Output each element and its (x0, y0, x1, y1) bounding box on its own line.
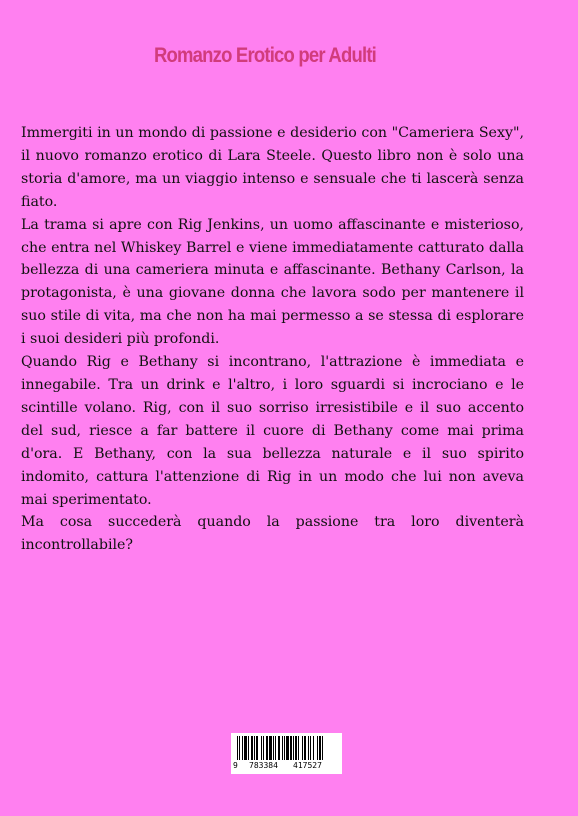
barcode-bar (293, 736, 294, 760)
barcode-bar (284, 736, 285, 760)
barcode-bar (248, 736, 249, 760)
barcode-bar (302, 736, 303, 760)
barcode-bar (244, 736, 247, 760)
barcode-bar (322, 736, 323, 760)
blurb-paragraph: Ma cosa succederà quando la passione tra loro diventerà incontrollabile? (21, 514, 524, 554)
barcode-bar (251, 736, 253, 760)
barcode-bar (263, 736, 264, 760)
barcode-bar (269, 736, 272, 760)
barcode-bar (290, 736, 292, 760)
barcode-bar (308, 736, 309, 760)
barcode-bar (273, 736, 274, 760)
barcode-bar (286, 736, 289, 760)
barcode-digit-group-1: 783384 (249, 761, 278, 770)
barcode-bar (304, 736, 306, 760)
page-title: Romanzo Erotico per Adulti (153, 44, 377, 67)
barcode-bar (278, 736, 280, 760)
barcode-bar (295, 736, 297, 760)
barcode-bar (261, 736, 262, 760)
blurb-paragraph: La trama si apre con Rig Jenkins, un uomo affascinante e misterioso, che entra nel Whiskey Barrel e viene immediatamente catturato dalla bellezza di una cameriera minuta e affascinante. Bethany Carlson, la protagonista, è una giovane donna che lavora sodo per mantenere il suo stile di vita, ma che non ha mai permesso a se stessa di esplorare i suoi desideri più profondi. (21, 216, 524, 348)
barcode-bar (242, 736, 243, 760)
barcode-bar (310, 736, 311, 760)
barcode-bar (256, 736, 258, 760)
barcode-digit-prefix: 9 (233, 761, 238, 770)
barcode-digit-group-2: 417527 (293, 761, 322, 770)
blurb-paragraph: Immergiti in un mondo di passione e desiderio con "Cameriera Sexy", il nuovo romanzo erotico di Lara Steele. Questo libro non è solo una storia d'amore, ma un viaggio intenso e sensuale che ti lascerà senza fiato. (21, 125, 524, 210)
barcode-bar (313, 736, 314, 760)
barcode-bar (275, 736, 276, 760)
barcode-bar (317, 736, 318, 760)
barcode-bar (319, 736, 321, 760)
barcode-bar (282, 736, 283, 760)
barcode-bar (298, 736, 299, 760)
barcode-bar (237, 736, 238, 760)
barcode-bar (239, 736, 240, 760)
barcode-bar (254, 736, 255, 760)
isbn-barcode (231, 733, 342, 774)
barcode-bars (237, 736, 336, 763)
barcode-bar (266, 736, 268, 760)
blurb-text (21, 122, 524, 557)
blurb-paragraph: Quando Rig e Bethany si incontrano, l'attrazione è immediata e innegabile. Tra un drink e l'altro, i loro sguardi si incrociano e le scintille volano. Rig, con il suo sorriso irresistibile e il suo accento del sud, riesce a far battere il cuore di Bethany come mai prima d'ora. E Bethany, con la sua bellezza naturale e il suo spirito indomito, cattura l'attenzione di Rig in un modo che lui non aveva mai sperimentato. (21, 354, 524, 508)
